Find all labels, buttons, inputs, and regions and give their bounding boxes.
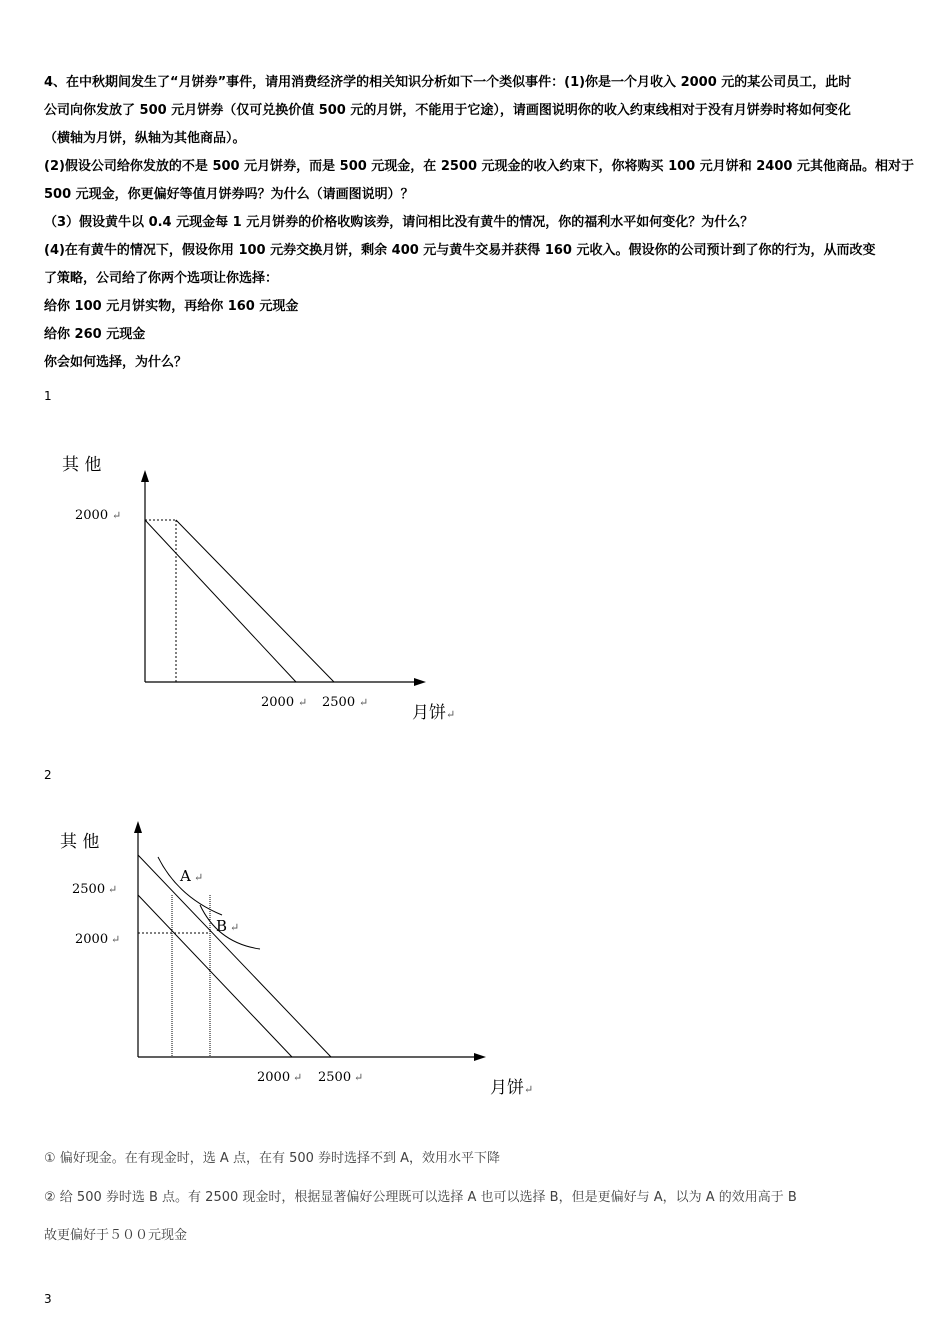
- x-tick-2500: 2500: [318, 1070, 352, 1085]
- y-tick-2500: 2500: [72, 882, 106, 897]
- section-number-1: 1: [44, 389, 52, 403]
- point-a-label: A: [180, 867, 191, 885]
- question-line: 了策略，公司给了你两个选项让你选择：: [44, 271, 279, 286]
- x-axis-arrow-icon: [414, 678, 426, 686]
- question-line: (4)在有黄牛的情况下，假设你用 100 元券交换月饼，剩余 400 元与黄牛交易并获得 160 元收入。假设你的公司预计到了你的行为，从而改变: [44, 243, 876, 258]
- section-number-2: 2: [44, 768, 52, 782]
- paragraph-mark: ↵: [108, 883, 118, 896]
- x-axis-label: 月饼: [490, 1078, 524, 1098]
- paragraph-mark: ↵: [359, 696, 369, 709]
- question-line: 公司向你发放了 500 元月饼券（仅可兑换价值 500 元的月饼，不能用于它途），请画图说明你的收入约束线相对于没有月饼券时将如何变化: [44, 103, 851, 118]
- budget-line-2000: [145, 520, 296, 682]
- paragraph-mark: ↵: [230, 921, 240, 934]
- x-axis-arrow-icon: [474, 1053, 486, 1061]
- budget-line-figure-2: [50, 815, 550, 1105]
- section-number-3: 3: [44, 1292, 52, 1306]
- budget-line-with-coupon: [176, 520, 334, 682]
- paragraph-mark: ↵: [111, 933, 121, 946]
- question-line: 4、在中秋期间发生了“月饼券”事件，请用消费经济学的相关知识分析如下一个类似事件：(1)你是一个月收入 2000 元的某公司员工，此时: [44, 75, 852, 90]
- y-tick-2000: 2000: [75, 508, 109, 523]
- y-axis-arrow-icon: [141, 470, 149, 482]
- x-tick-2000: 2000: [257, 1070, 291, 1085]
- question-line: (2)假设公司给你发放的不是 500 元月饼券，而是 500 元现金，在 2500 元现金的收入约束下，你将购买 100 元月饼和 2400 元其他商品。相对于: [44, 159, 914, 174]
- paragraph-mark: ↵: [293, 1071, 303, 1084]
- x-tick-2500: 2500: [322, 695, 356, 710]
- paragraph-mark: ↵: [354, 1071, 364, 1084]
- x-axis-label: 月饼: [412, 703, 446, 723]
- question-line: 500 元现金，你更偏好等值月饼券吗？为什么（请画图说明）？: [44, 187, 414, 202]
- budget-line-2000: [138, 895, 292, 1057]
- question-block: [44, 69, 924, 377]
- answer-line-1: ① 偏好现金。在有现金时，选 A 点，在有 500 券时选择不到 A，效用水平下降: [44, 1151, 501, 1166]
- paragraph-mark: ↵: [446, 708, 456, 721]
- paragraph-mark: ↵: [112, 509, 122, 522]
- y-axis-label: 其 他: [62, 455, 102, 475]
- question-line: （3）假设黄牛以 0.4 元现金每 1 元月饼券的价格收购该券，请问相比没有黄牛的情况，你的福利水平如何变化？为什么？: [44, 215, 754, 230]
- y-axis-arrow-icon: [134, 821, 142, 833]
- budget-line-figure-1: [50, 440, 470, 740]
- x-tick-2000: 2000: [261, 695, 295, 710]
- question-line: 给你 260 元现金: [44, 327, 146, 342]
- budget-line-2500: [138, 855, 331, 1057]
- answer-line-2: ② 给 500 券时选 B 点。有 2500 现金时，根据显著偏好公理既可以选择 A 也可以选择 B，但是更偏好与 A，以为 A 的效用高于 B: [44, 1190, 797, 1205]
- question-line: 你会如何选择，为什么？: [44, 355, 188, 370]
- y-tick-2000: 2000: [75, 932, 109, 947]
- question-line: （横轴为月饼，纵轴为其他商品）。: [44, 131, 246, 146]
- paragraph-mark: ↵: [298, 696, 308, 709]
- answer-line-3: 故更偏好于５００元现金: [44, 1228, 188, 1243]
- point-b-label: B: [216, 917, 228, 935]
- y-axis-label: 其 他: [60, 832, 100, 852]
- paragraph-mark: ↵: [524, 1083, 534, 1096]
- paragraph-mark: ↵: [194, 871, 204, 884]
- question-line: 给你 100 元月饼实物，再给你 160 元现金: [44, 299, 299, 314]
